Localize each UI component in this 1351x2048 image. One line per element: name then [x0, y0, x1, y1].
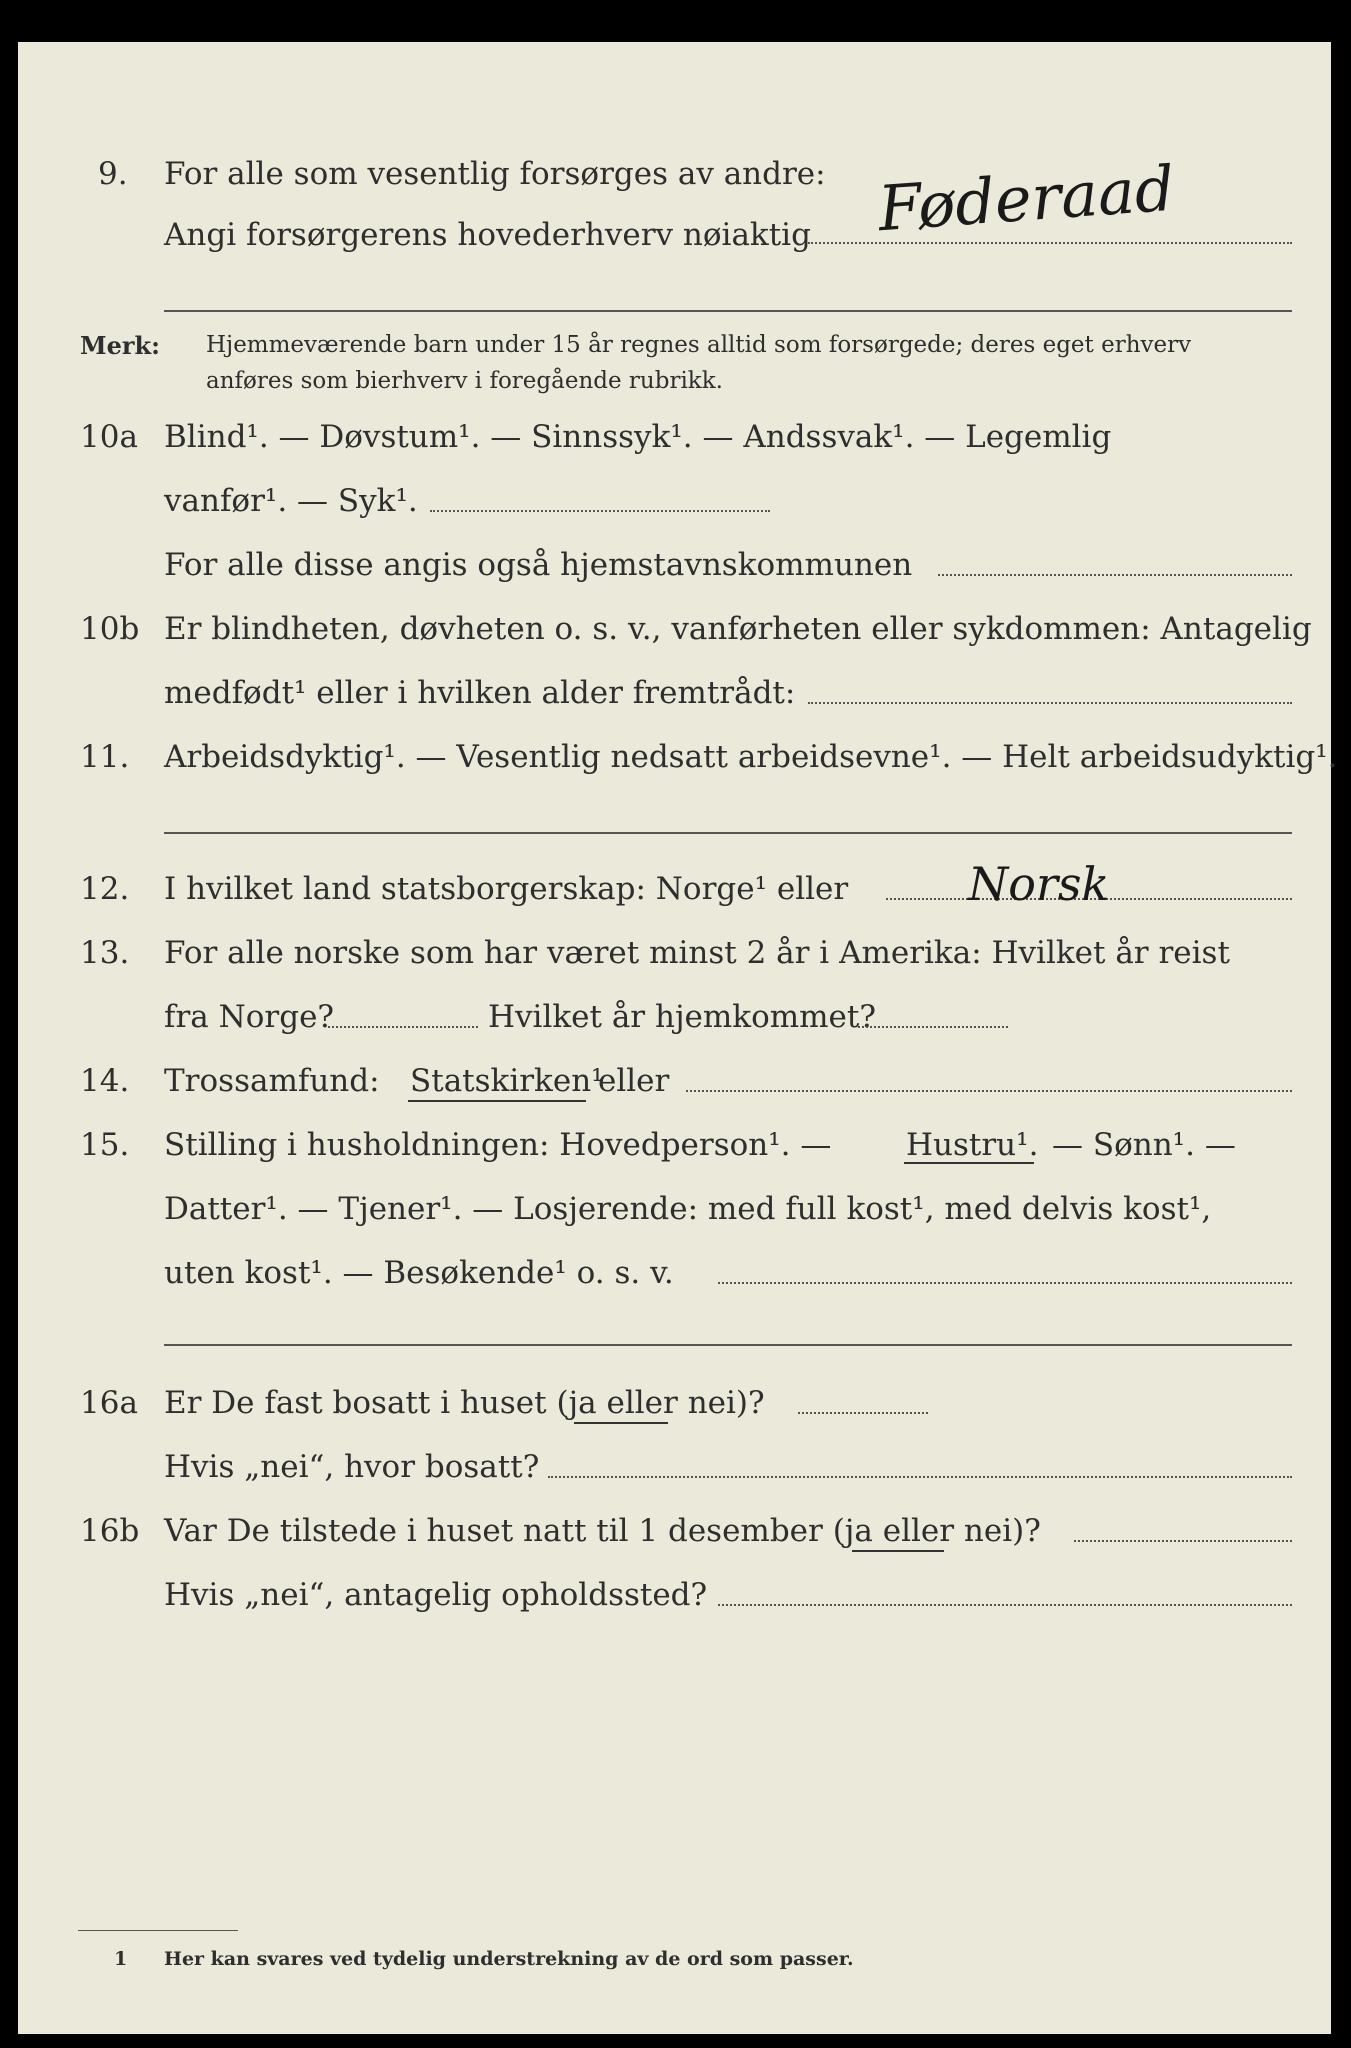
q16a-number: 16a [80, 1385, 138, 1421]
q9-extra-line [164, 310, 1292, 312]
q16b-number: 16b [80, 1513, 140, 1549]
q10a-hjemstavn-line [938, 574, 1292, 576]
q14-statskirken: Statskirken¹ [410, 1063, 604, 1099]
q16a-answer-line [798, 1412, 928, 1414]
q15-line1c: — Sønn¹. — [1052, 1127, 1236, 1163]
q16b-line1: Var De tilstede i huset natt til 1 desember (ja eller nei)? [164, 1513, 1041, 1549]
q10b-number: 10b [80, 611, 140, 647]
q13-number: 13. [80, 935, 130, 971]
q16b-opholdssted-line [718, 1604, 1292, 1606]
q13-hjemkommet-line [858, 1026, 1008, 1028]
merk-line1: Hjemmeværende barn under 15 år regnes alltid som forsørgede; deres eget erhverv [206, 332, 1192, 358]
q9-line2: Angi forsørgerens hovederhverv nøiaktig [164, 217, 811, 253]
q13-line2a: fra Norge? [164, 999, 335, 1035]
q16b-line2: Hvis „nei“, antagelig opholdssted? [164, 1577, 708, 1613]
q15-number: 15. [80, 1127, 130, 1163]
q16a-bosatt-line [548, 1476, 1292, 1478]
q10a-line1: Blind¹. — Døvstum¹. — Sinnssyk¹. — Andssvak¹. — Legemlig [164, 419, 1112, 455]
q9-handwritten-answer: Føderaad [875, 151, 1177, 246]
q15-line2: Datter¹. — Tjener¹. — Losjerende: med full kost¹, med delvis kost¹, [164, 1191, 1212, 1227]
q15-hustru: Hustru¹. [906, 1127, 1039, 1163]
footnote-mark: 1 [114, 1948, 128, 1970]
merk-line2: anføres som bierhverv i foregående rubrikk. [206, 368, 723, 394]
q10b-line1: Er blindheten, døvheten o. s. v., vanførheten eller sykdommen: Antagelig [164, 611, 1312, 647]
q12-handwritten-answer: Norsk [968, 857, 1110, 911]
q10a-number: 10a [80, 419, 138, 455]
q10a-syk-line [430, 510, 770, 512]
q9-line1: For alle som vesentlig forsørges av andre: [164, 156, 826, 192]
q13-line1: For alle norske som har været minst 2 år i Amerika: Hvilket år reist [164, 935, 1230, 971]
q15-hustru-underline [904, 1162, 1034, 1164]
q15-answer-line [718, 1282, 1292, 1284]
q14-number: 14. [80, 1063, 130, 1099]
q13-line2b: Hvilket år hjemkommet? [488, 999, 876, 1035]
q16b-answer-line [1074, 1540, 1292, 1542]
q16a-line1: Er De fast bosatt i huset (ja eller nei)? [164, 1385, 765, 1421]
q15-line1a: Stilling i husholdningen: Hovedperson¹. — [164, 1127, 832, 1163]
q14-answer-line [686, 1090, 1292, 1092]
q12-line1: I hvilket land statsborgerskap: Norge¹ eller [164, 871, 849, 907]
q12-number: 12. [80, 871, 130, 907]
q11-number: 11. [80, 739, 130, 775]
q9-number: 9. [98, 156, 128, 192]
q15-extra-line [164, 1344, 1292, 1346]
q14-prefix: Trossamfund: [164, 1063, 380, 1099]
q10b-line2: medfødt¹ eller i hvilken alder fremtrådt: [164, 675, 796, 711]
footnote-text: Her kan svares ved tydelig understrekning av de ord som passer. [164, 1948, 854, 1970]
q16a-ja-underline [574, 1422, 668, 1424]
footnote-rule [78, 1930, 238, 1931]
census-form-page [18, 42, 1338, 2034]
q11-extra-line [164, 832, 1292, 834]
q10a-line2: vanfør¹. — Syk¹. [164, 483, 418, 519]
q10b-answer-line [808, 702, 1292, 704]
q16b-ja-underline [852, 1550, 944, 1552]
q14-statskirken-underline [408, 1100, 586, 1102]
q16a-line2: Hvis „nei“, hvor bosatt? [164, 1449, 540, 1485]
q15-line3: uten kost¹. — Besøkende¹ o. s. v. [164, 1255, 674, 1291]
q11-line1: Arbeidsdyktig¹. — Vesentlig nedsatt arbeidsevne¹. — Helt arbeidsudyktig¹. [164, 739, 1338, 775]
q13-reist-line [328, 1026, 478, 1028]
q10a-line3: For alle disse angis også hjemstavnskommunen [164, 547, 913, 583]
q14-suffix: eller [598, 1063, 670, 1099]
merk-label: Merk: [80, 331, 160, 360]
